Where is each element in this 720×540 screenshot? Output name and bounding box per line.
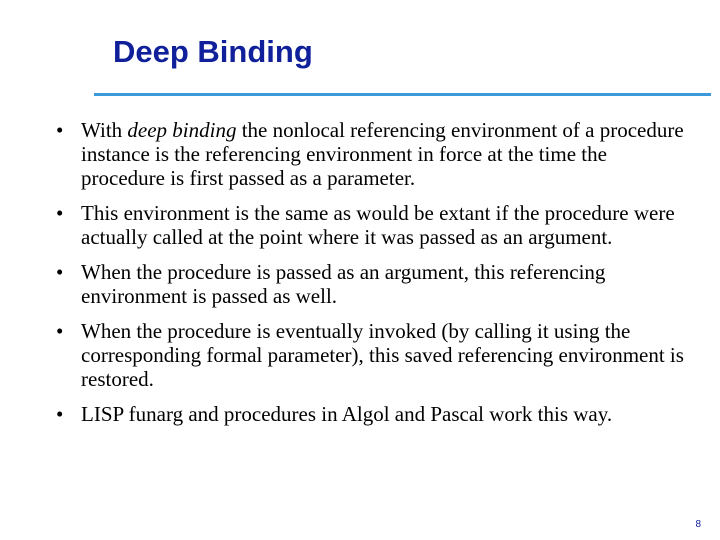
bullet-item-5 [56,402,696,426]
bullet-4-text: When the procedure is eventually invoked (by calling it using the corresponding formal parameter), this saved referencing environment is restored. [81,319,684,391]
bullet-5-text: LISP funarg and procedures in Algol and Pascal work this way. [81,402,613,426]
bullet-marker: • [56,319,64,343]
bullet-marker: • [56,118,64,142]
bullet-1-emphasis: deep binding [127,118,237,142]
bullet-marker: • [56,201,64,225]
bullet-marker: • [56,402,64,426]
bullet-item-2 [56,201,696,249]
slide-title: Deep Binding [113,34,313,69]
bullet-1-text-end: the nonlocal referencing environment of a procedure instance is the referencing environment in force at the time the procedure is first passed as a parameter. [81,118,684,190]
bullet-3-text: When the procedure is passed as an argument, this referencing environment is passed as well. [81,260,606,308]
bullet-item-1 [56,118,696,190]
bullet-list [56,118,696,437]
bullet-1-text-start: With [81,118,128,142]
bullet-item-4 [56,319,696,391]
title-underline-rule [94,93,711,96]
bullet-marker: • [56,260,64,284]
page-number: 8 [695,519,701,530]
bullet-item-3 [56,260,696,308]
bullet-2-text: This environment is the same as would be extant if the procedure were actually called at the point where it was passed as an argument. [81,201,675,249]
